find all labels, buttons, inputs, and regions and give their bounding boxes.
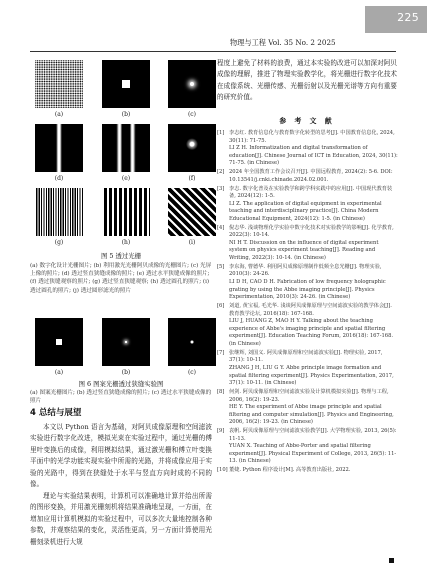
figure5-panel-h <box>102 188 150 236</box>
section4-paragraph-2: 理论与实验结果表明，计算机可以准确地计算并给出所需的图形变换，并用激光栅刻机将结果准确地呈现，一方面，在增加应用计算机模拟的实验过程中，可以多次大量地控制各种参数，并观察结果的变化，灵活性更高，另一方面计算使用光栅刻录机进行大规 <box>30 492 212 546</box>
reference-number: [8] <box>217 388 225 395</box>
reference-number: [10] <box>217 467 228 474</box>
figure5-label-f: (f) <box>188 175 196 182</box>
figure5-panel-c <box>168 60 216 108</box>
figure6-caption: (a) 图案光栅图片; (b) 透过竖直狭缝成像的照片; (c) 透过水平狭缝成像的照片 <box>30 390 212 405</box>
figure5-label-a: (a) <box>54 111 64 118</box>
reference-number: [5] <box>217 263 225 270</box>
figure5-panel-b <box>102 60 150 108</box>
reference-item <box>217 350 398 388</box>
reference-number: [3] <box>217 185 225 192</box>
reference-en: LI Z. The application of digital equipment in experimental teaching and interdisciplinary practice[J]. China Modern Educational Equipment, 2024(12): 1-5. (in Chinese) <box>229 200 382 222</box>
reference-zh: 2024 年全国教育工作会议召开[J]. 中国远程教育, 2024(2): 5-6. DOI: 10.13541/j.cnki.chinade.2024.02.001. <box>229 169 393 183</box>
reference-en: LI D H, CAO D H. Fabrication of low frequency holographic grating by using the Abbe imaging principle[J]. Physics Experimentation, 2010(3): 24-26. (in Chinese) <box>229 279 386 301</box>
reference-item <box>217 389 398 427</box>
reference-en: ZHANG J H, LIU G Y. Abbe principle image formation and spatial filtering experiment[J]. Physics Experimentation, 2017, 37(1): 10-11. (in Chinese) <box>229 364 394 387</box>
reference-number: [1] <box>217 130 225 136</box>
reference-zh: 刘道, 黄宝福, 毛光华. 浅谈阿贝成像原理与空间滤波实验的教学体会[J]. 教育教学论坛, 2016(18): 167-168. <box>229 303 392 317</box>
figure6-title: 图 6 图案光栅透过狭缝实验图 <box>78 380 164 388</box>
figure5-label-i: (i) <box>188 239 196 246</box>
reference-zh: 倪志华. 浅谈物理化学实验中数字化技术对实验教学的影响[J]. 化学教育, 2022(3): 10-14. <box>229 224 394 239</box>
section4-paragraph-1: 本文以 Python 语言为基础，对阿贝成像原理和空间滤波实验进行数字化改进，模拟光束在实验过程中，通过光栅的傅里叶变换后的成像，利用模拟结果，通过激光栅和傅立叶变换平面中的光学功能实现实验中所需的光路，并将成像应用于实验的光路中，得到在狭缝处于水平与竖直方向时成的不同的像。 <box>30 423 212 489</box>
reference-zh: 董婕. Python 程序设计[M]. 高等教育出版社, 2022. <box>229 467 351 474</box>
top-bar <box>0 0 427 30</box>
reference-zh: 李志红. 教育信息化与教育数字化转型的思考[J]. 中国教育信息化, 2024, 30(11): 71-75. <box>229 130 395 144</box>
figure5-panel-d <box>35 124 83 172</box>
figure5-panel-g <box>35 188 83 236</box>
reference-item <box>217 467 398 475</box>
reference-en: HE Y. The experiment of Abbe image principle and spatial filtering and computer simulation[J]. Physics and Engineering, 2006, 16(2): 19-23. (in Chinese) <box>229 404 394 426</box>
reference-number: [9] <box>217 428 225 435</box>
reference-en: NI H T. Discussion on the influence of digital experiment system on physics experiment teaching[J]. Reading and Writing, 2022(3): 10-14. (in Chinese) <box>229 239 379 262</box>
running-head: 物理与工程 Vol. 35 No. 2 2025 <box>230 38 336 47</box>
reference-item <box>217 428 398 466</box>
figure6-panel-c <box>168 318 216 366</box>
figure6-panel-b <box>102 318 150 366</box>
reference-en: YUAN X. Teaching of Abbe-Porter and spatial filtering experiment[J]. Physical Experiment of College, 2013, 26(5): 11-13. (in Chinese) <box>229 443 397 465</box>
figure5-caption: (a) 数字化设计光栅图片; (b) 利用激光光栅阿贝成像的光栅图片; (c) 光屏上像的照片; (d) 透过竖直狭缝成像的照片; (e) 透过水平狭缝成像的照片; (f) 透过狭缝观察的照片; (g) 透过竖直狭缝观察; (h) 透过圆孔的照片; (i) 透过圆孔的照片; (j) 透过圆形滤光的照片 <box>30 263 212 294</box>
figure5-label-h: (h) <box>121 239 131 246</box>
header-rule <box>30 51 396 52</box>
reference-en: LI Z H. Informatization and digital transformation of education[J]. Chinese Journal of ICT in Education, 2024, 30(11): 71-75. (in Chinese) <box>229 145 398 167</box>
references-title: 参 考 文 献 <box>279 117 335 125</box>
reference-number: [6] <box>217 303 225 309</box>
reference-zh: 袁帆. 阿贝成像原理与空间滤波实验教学[J]. 大学物理实验, 2013, 26(5): 11-13. <box>229 428 397 442</box>
figure5-panel-i <box>168 188 216 236</box>
figure5-label-g: (g) <box>54 239 64 246</box>
reference-zh: 张继辉, 刘国义. 阿贝成像原理和空间滤波实验[J]. 物理实验, 2017, 37(1): 10-11. <box>229 349 383 364</box>
reference-zh: 李志. 数字化普及在实验教学和跨学科实践中的应用[J]. 中国现代教育装备, 2024(12): 1-5. <box>229 185 393 200</box>
reference-item <box>217 130 398 168</box>
figure6-label-c: (c) <box>187 369 197 376</box>
reference-item <box>217 264 398 302</box>
section-title: 4 总结与展望 <box>30 408 82 418</box>
figure5-panel-f <box>168 124 216 172</box>
reference-number: [2] <box>217 169 225 176</box>
figure5-label-c: (c) <box>187 111 197 118</box>
reference-item <box>217 225 398 263</box>
reference-number: [4] <box>217 224 225 231</box>
page-number: 225 <box>397 11 419 24</box>
figure6-label-a: (a) <box>54 369 64 376</box>
reference-number: [7] <box>217 349 225 356</box>
reference-item <box>217 186 398 224</box>
right-column-continuation: 程度上避免了材料的浪费，通过本实验的改进可以加深对阿贝成像的理解，推进了物理实验教学化，将光栅进行数字化技术在成像系统、光栅传感、光栅衍射以及光栅光谱等方向有重要的研究价值。 <box>217 59 397 102</box>
reference-item <box>217 303 398 349</box>
reference-zh: 李东海, 曹德华. 利用阿贝成像原理制作低频全息光栅[J]. 物理实验, 2010(3): 24-26. <box>229 263 382 278</box>
reference-en: LIU J, HUANG Z, MAO H Y. Talking about the teaching experience of Abbe's imaging principle and spatial filtering experiment[J]. Education Teaching Forum, 2016(18): 167-168. (in Chinese) <box>229 318 394 347</box>
reference-list <box>217 130 398 476</box>
reference-item <box>217 169 398 184</box>
figure5-panel-a <box>35 60 83 108</box>
figure5-label-d: (d) <box>54 175 64 182</box>
reference-zh: 何剑. 阿贝成像原理和空间滤波实验及计算机模拟实验[J]. 物理与工程, 2006, 16(2): 19-23. <box>229 388 389 403</box>
figure5-title: 图 5 透过光栅 <box>100 252 142 260</box>
figure5-label-b: (b) <box>121 111 131 118</box>
figure6-panel-a <box>35 318 83 366</box>
end-of-article-mark <box>389 558 394 563</box>
figure6-label-b: (b) <box>121 369 131 376</box>
figure5-label-e: (e) <box>121 175 131 182</box>
figure5-panel-e <box>102 124 150 172</box>
